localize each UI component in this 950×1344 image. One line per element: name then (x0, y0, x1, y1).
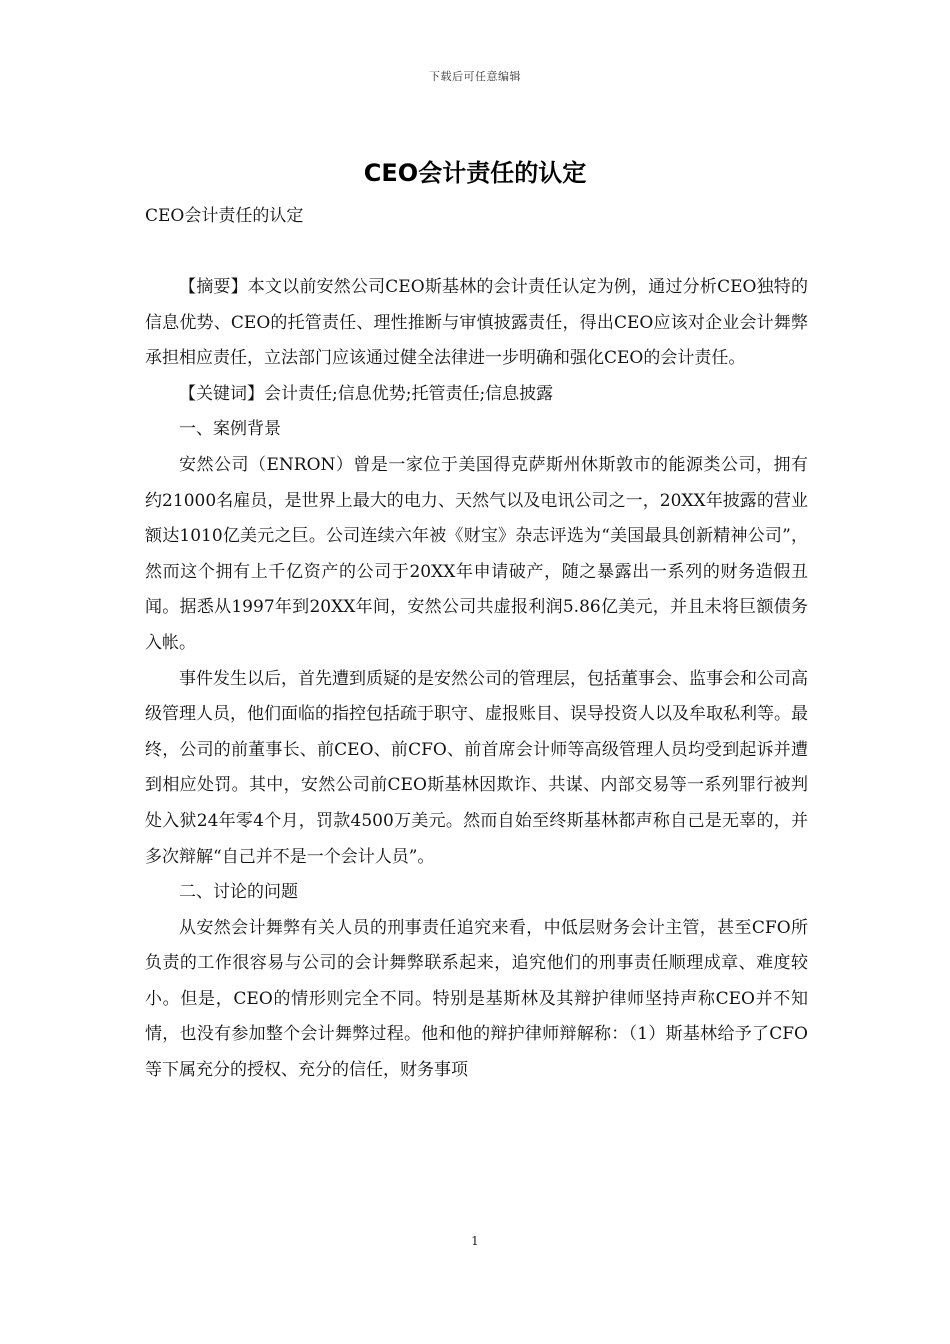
abstract-paragraph: 【摘要】本文以前安然公司CEO斯基林的会计责任认定为例，通过分析CEO独特的信息优势、CEO的托管责任、理性推断与审慎披露责任，得出CEO应该对企业会计舞弊承担相应责任，立法部门应该通过健全法律进一步明确和强化CEO的会计责任。 (145, 277, 808, 369)
body-paragraph: 从安然会计舞弊有关人员的刑事责任追究来看，中低层财务会计主管，甚至CFO所负责的工作很容易与公司的会计舞弊联系起来，追究他们的刑事责任顺理成章、难度较小。但是，CEO的情形则完全不同。特别是基斯林及其辩护律师坚持声称CEO并不知情，也没有参加整个会计舞弊过程。他和他的辩护律师辩解称：（1）斯基林给予了CFO等下属充分的授权、充分的信任，财务事项 (145, 917, 808, 1081)
page-number: 1 (471, 1234, 479, 1248)
section-heading-background: 一、案例背景 (179, 419, 281, 440)
document-subtitle: CEO会计责任的认定 (145, 206, 304, 226)
section-heading-discussion: 二、讨论的问题 (179, 882, 298, 903)
document-body (145, 270, 808, 1089)
document-title: CEO会计责任的认定 (363, 159, 587, 187)
header-note: 下载后可任意编辑 (429, 70, 521, 83)
keywords-paragraph: 【关键词】会计责任;信息优势;托管责任;信息披露 (179, 383, 554, 404)
body-paragraph: 事件发生以后，首先遭到质疑的是安然公司的管理层，包括董事会、监事会和公司高级管理人员，他们面临的指控包括疏于职守、虚报账目、误导投资人以及牟取私利等。最终，公司的前董事长、前CEO、前CFO、前首席会计师等高级管理人员均受到起诉并遭到相应处罚。其中，安然公司前CEO斯基林因欺诈、共谋、内部交易等一系列罪行被判处入狱24年零4个月，罚款4500万美元。然而自始至终斯基林都声称自己是无辜的，并多次辩解“自己并不是一个会计人员”。 (145, 668, 808, 867)
body-paragraph: 安然公司（ENRON）曾是一家位于美国得克萨斯州休斯敦市的能源类公司，拥有约21000名雇员，是世界上最大的电力、天然气以及电讯公司之一，20XX年披露的营业额达1010亿美元之巨。公司连续六年被《财宝》杂志评选为“美国最具创新精神公司”，然而这个拥有上千亿资产的公司于20XX年申请破产，随之暴露出一系列的财务造假丑闻。据悉从1997年到20XX年间，安然公司共虚报利润5.86亿美元，并且未将巨额债务入帐。 (145, 454, 808, 653)
